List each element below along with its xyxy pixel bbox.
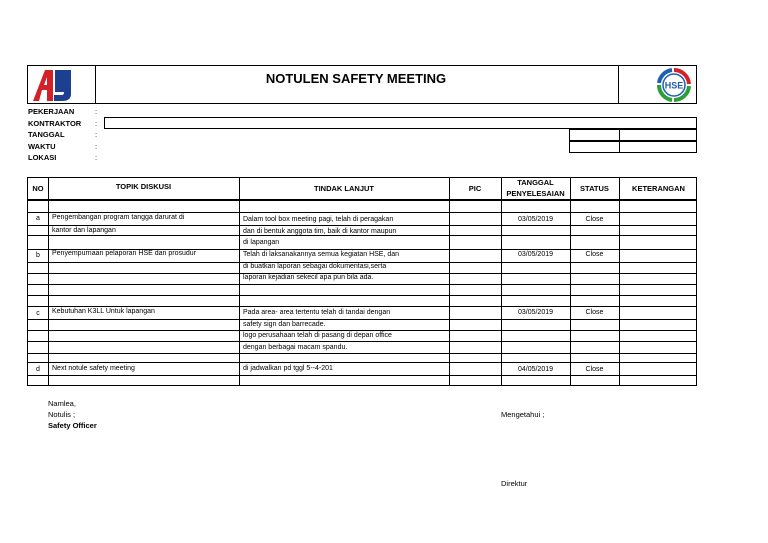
label-waktu: WAKTU: [28, 142, 56, 151]
label-tanggal: TANGGAL: [28, 130, 65, 139]
header-status: STATUS: [580, 184, 609, 193]
header-keterangan: KETERANGAN: [632, 184, 685, 193]
kontraktor-field[interactable]: [104, 117, 697, 129]
tanggal-penyelesaian: 04/05/2019: [517, 366, 554, 373]
header-tanggal: TANGGAL: [517, 178, 554, 187]
status-value: Close: [585, 366, 604, 373]
tindak-line: Dalam tool box meeting pagi, telah di peragakan: [243, 216, 394, 223]
topik-line: Next notule safety meeting: [52, 365, 135, 372]
row-no: b: [36, 252, 40, 259]
topik-line: Penyempurnaan pelaporan HSE dan prosudur: [52, 250, 196, 257]
tindak-line: dan di bentuk anggota tim, baik di kantor maupun: [243, 228, 397, 235]
tanggal-field[interactable]: [569, 129, 697, 141]
status-value: Close: [585, 251, 604, 258]
tindak-line: Pada area- area tertentu telah di tandai dengan: [243, 309, 391, 316]
label-pekerjaan: PEKERJAAN: [28, 107, 75, 116]
tanggal-penyelesaian: 03/05/2019: [517, 216, 554, 223]
direktur-label: Direktur: [501, 479, 528, 488]
tindak-line: logo perusahaan telah di pasang di depan office: [243, 332, 392, 339]
colon: :: [95, 153, 98, 162]
label-kontraktor: KONTRAKTOR: [28, 119, 82, 128]
safety-officer-label: Safety Officer: [48, 421, 97, 430]
waktu-field[interactable]: [569, 141, 697, 153]
header-topik-diskusi: TOPIK DISKUSI: [115, 182, 172, 191]
svg-text:HSE: HSE: [664, 80, 684, 91]
status-value: Close: [585, 309, 604, 316]
hse-logo-icon: [654, 68, 694, 102]
colon: :: [95, 130, 98, 139]
tindak-line: safety sign dan barrecade.: [243, 321, 326, 328]
company-logo-icon: [31, 68, 87, 102]
label-lokasi: LOKASI: [28, 153, 57, 162]
topik-line: Pengembangan program tangga darurat di: [52, 214, 185, 221]
status-value: Close: [585, 216, 604, 223]
row-no: a: [36, 215, 40, 222]
mengetahui-label: Mengetahui ;: [501, 410, 545, 419]
tindak-line: di buatkan laporan sebagai dokumentasi,serta: [243, 263, 387, 270]
document-title: NOTULEN SAFETY MEETING: [265, 71, 447, 86]
tindak-line: di jadwalkan pd tggl 5--4-201: [243, 365, 333, 372]
tindak-line: laporan kejadian sekecil apa pun bila ada.: [243, 274, 374, 281]
topik-line: Kebutuhan K3LL Untuk lapangan: [52, 308, 155, 315]
colon: :: [95, 142, 98, 151]
document-header: [27, 65, 697, 104]
tanggal-penyelesaian: 03/05/2019: [517, 251, 554, 258]
topik-line: kantor dan lapangan: [52, 227, 116, 234]
notulis-label: Notulis ;: [48, 410, 76, 419]
header-pic: PIC: [468, 184, 482, 193]
colon: :: [95, 119, 98, 128]
tindak-line: di lapangan: [243, 239, 280, 246]
place-text: Namlea,: [48, 399, 76, 408]
tanggal-penyelesaian: 03/05/2019: [517, 309, 554, 316]
header-penyelesaian: PENYELESAIAN: [506, 189, 565, 198]
colon: :: [95, 107, 98, 116]
header-no: NO: [32, 184, 44, 193]
row-no: c: [36, 310, 40, 317]
header-tindak-lanjut: TINDAK LANJUT: [314, 184, 374, 193]
tindak-line: dengan berbagai macam spandu.: [243, 344, 348, 351]
row-no: d: [36, 366, 40, 373]
tindak-line: Telah di laksanakannya semua kegiatan HSE, dan: [243, 251, 400, 258]
meeting-table: [27, 177, 697, 386]
